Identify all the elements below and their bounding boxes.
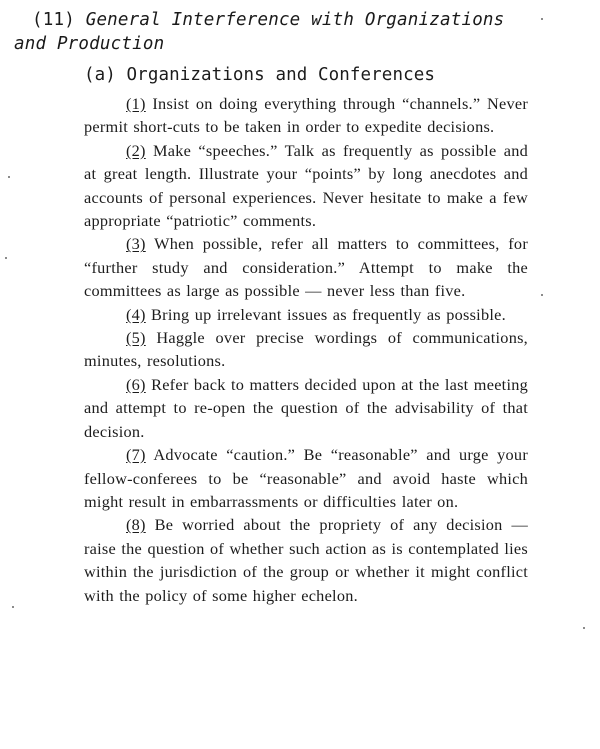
scan-speck	[8, 176, 10, 178]
item-marker: (8)	[126, 515, 146, 535]
list-item	[84, 139, 528, 233]
subsection-heading: (a) Organizations and Conferences	[84, 65, 435, 85]
item-text: Insist on doing everything through “channels.” Never permit short-cuts to be taken in order to expedite decisions.	[84, 94, 528, 137]
scan-speck	[12, 606, 14, 608]
item-text: Make “speeches.” Talk as frequently as possible and at great length. Illustrate your “points” by long anecdotes and accounts of personal experiences. Never hesitate to make a few appropriate “patriotic” comments.	[84, 140, 528, 231]
list-item	[84, 303, 528, 326]
list-item	[84, 326, 528, 373]
list-item	[84, 232, 528, 302]
item-text: Refer back to matters decided upon at the last meeting and attempt to re-open the question of the advisability of that decision.	[84, 374, 528, 441]
item-marker: (3)	[126, 234, 146, 254]
item-text: Haggle over precise wordings of communications, minutes, resolutions.	[84, 328, 528, 371]
item-text: When possible, refer all matters to committees, for “further study and consideration.” Attempt to make the committees as large as possible — never less than five.	[84, 234, 528, 301]
item-marker: (2)	[126, 140, 146, 160]
section-number: (11)	[32, 10, 75, 30]
item-text: Advocate “caution.” Be “reasonable” and urge your fellow-conferees to be “reasonable” and avoid haste which might result in embarrassments or difficulties later on.	[84, 445, 528, 511]
item-marker: (1)	[126, 94, 146, 113]
list-item	[84, 513, 528, 607]
item-marker: (4)	[126, 304, 146, 324]
section-title: General Interference with Organizations and Production	[14, 10, 505, 54]
item-text: Be worried about the propriety of any decision — raise the question of whether such action as is contemplated lies within the jurisdiction of the group or whether it might conflict with the policy of some higher echelon.	[84, 515, 528, 605]
list-item	[84, 92, 528, 139]
item-marker: (5)	[126, 328, 146, 348]
list-item	[84, 373, 528, 443]
section-heading	[14, 8, 534, 56]
scan-speck	[583, 627, 585, 629]
scan-speck	[5, 257, 7, 259]
item-text: Bring up irrelevant issues as frequently as possible.	[145, 304, 506, 324]
item-marker: (7)	[126, 445, 146, 465]
scan-speck	[541, 294, 543, 296]
item-list	[84, 92, 528, 607]
list-item	[84, 443, 528, 513]
item-marker: (6)	[126, 374, 146, 394]
scan-speck	[541, 18, 543, 20]
